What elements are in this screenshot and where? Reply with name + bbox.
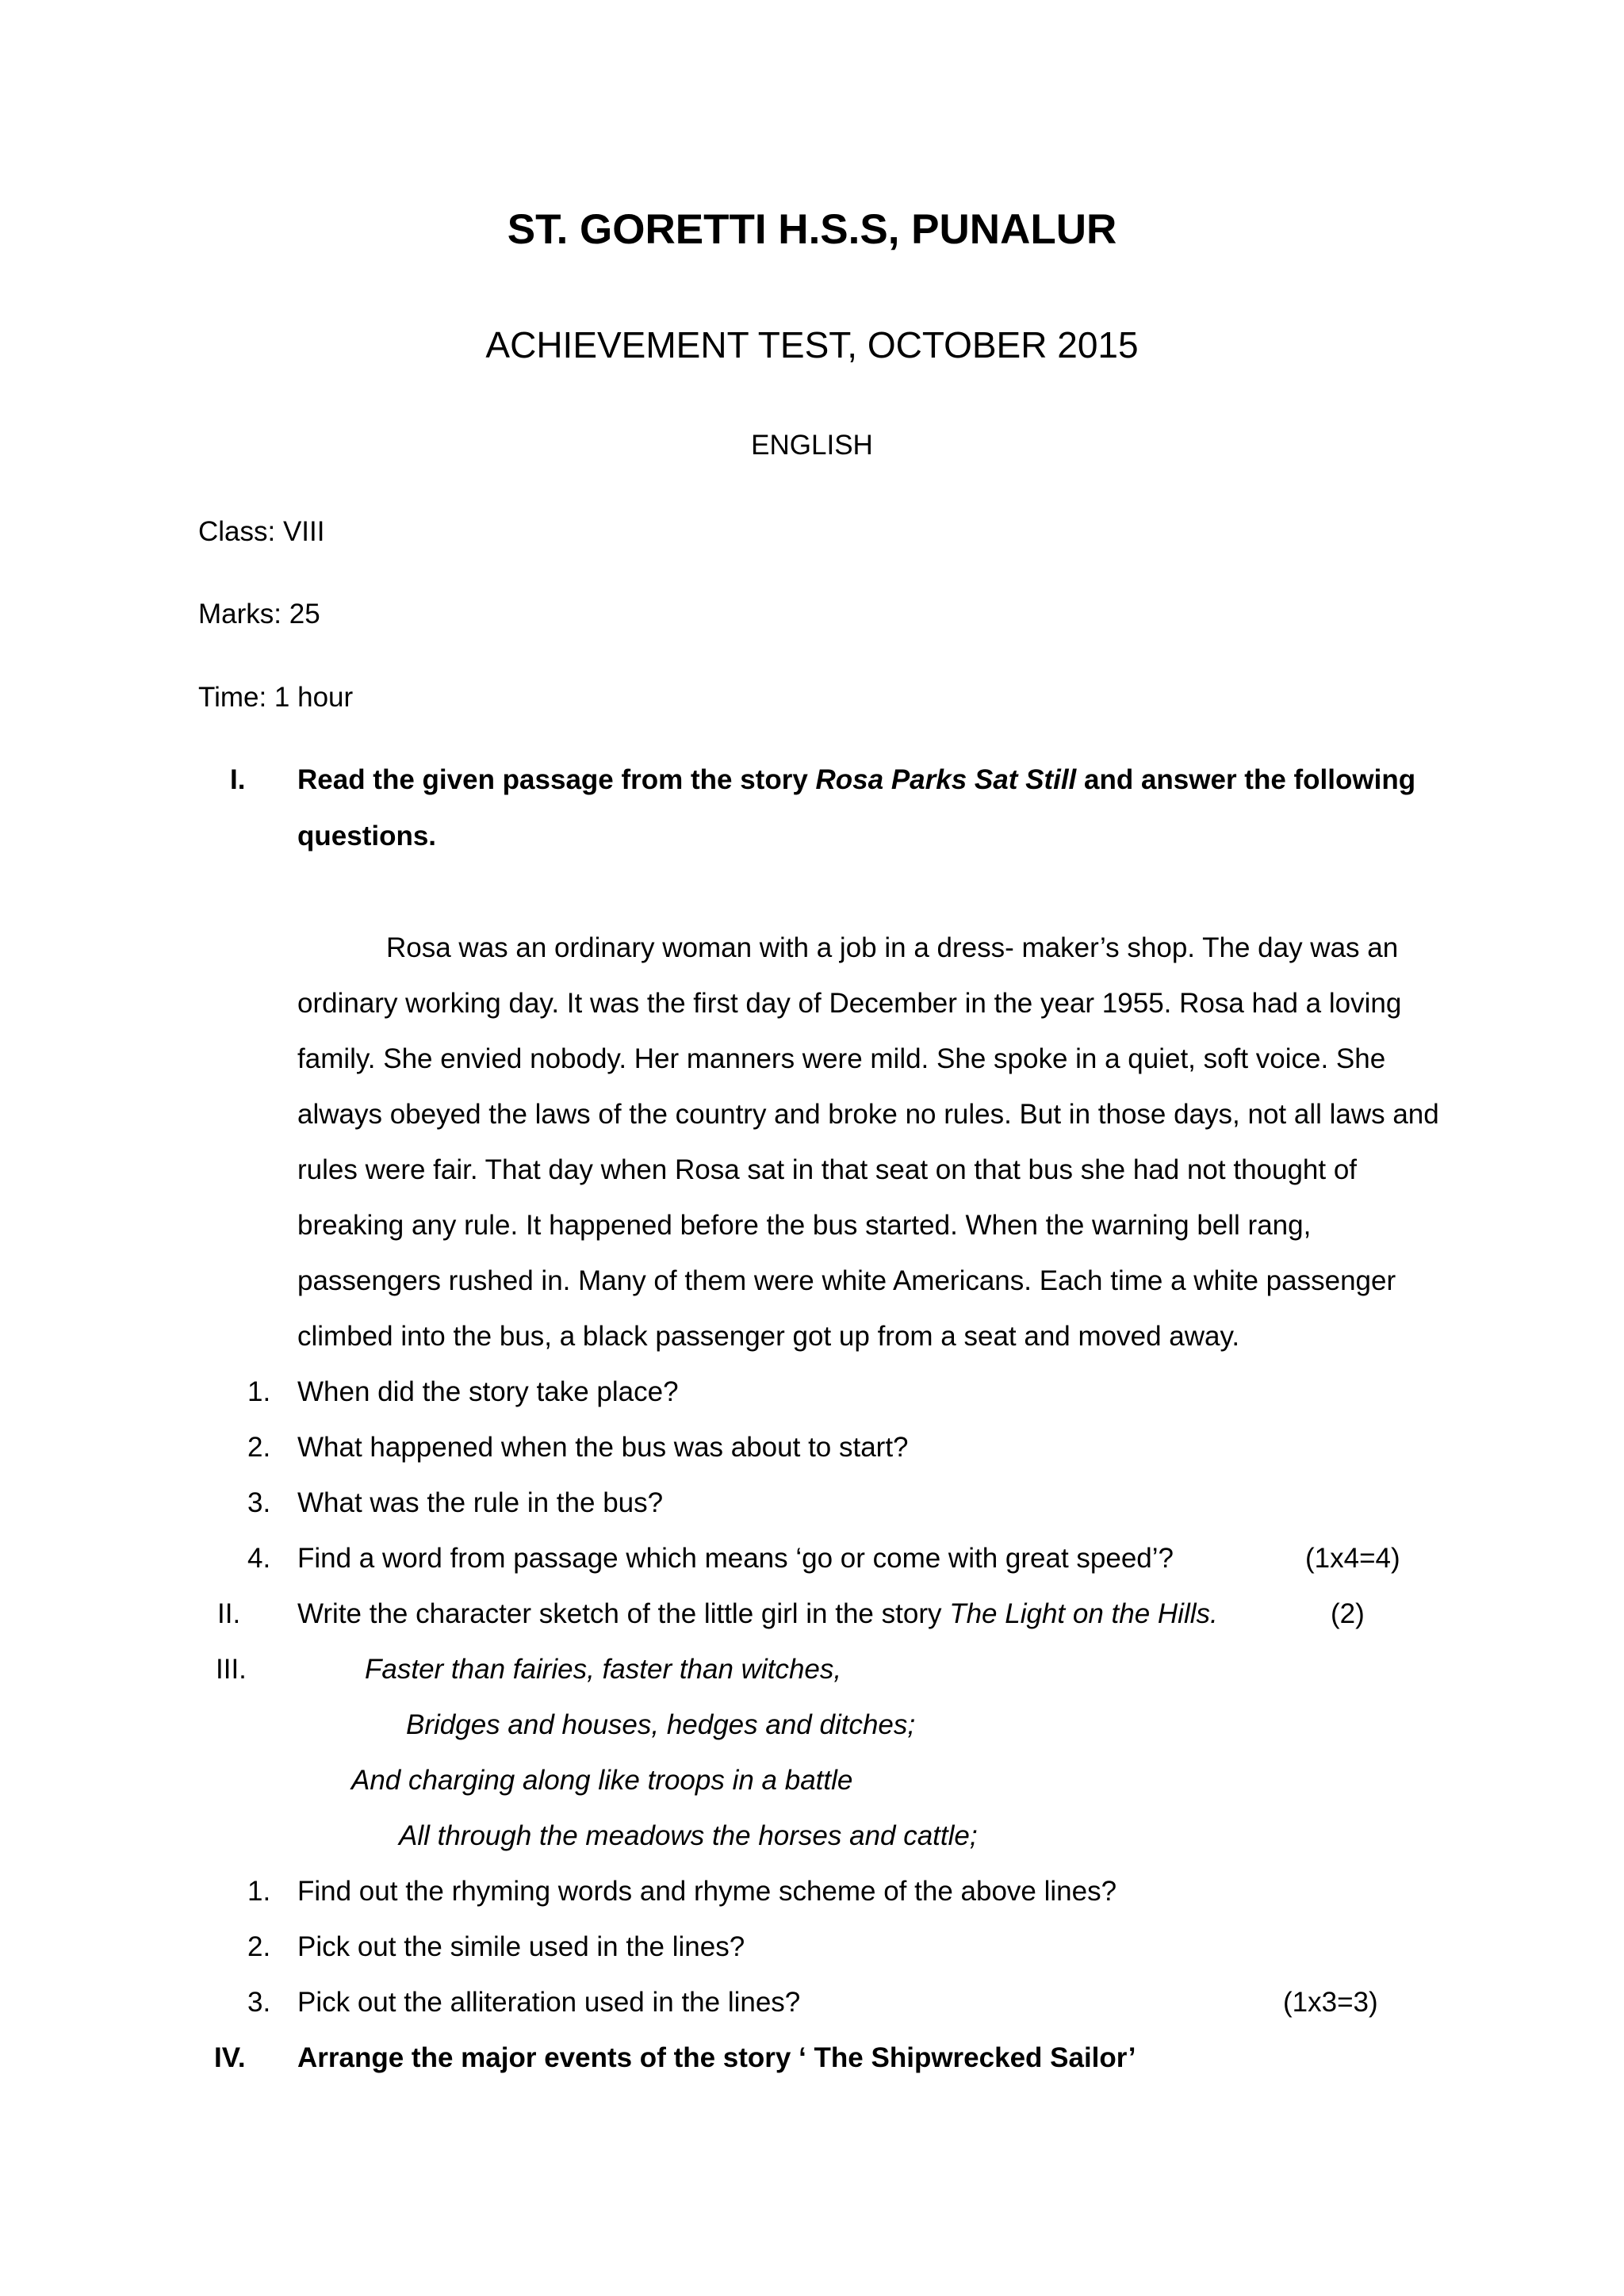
q3-sub-question: Pick out the simile used in the lines? — [297, 1931, 745, 1962]
subject-title: ENGLISH — [751, 430, 873, 461]
q1-sub-number: 3. — [247, 1487, 271, 1518]
school-name: ST. GORETTI H.S.S, PUNALUR — [507, 206, 1117, 253]
time-info: Time: 1 hour — [198, 682, 354, 713]
poem-line: All through the meadows the horses and cattle; — [399, 1820, 978, 1851]
exam-title: ACHIEVEMENT TEST, OCTOBER 2015 — [485, 324, 1139, 365]
q1-sub-number: 2. — [247, 1432, 271, 1463]
poem-line: Faster than fairies, faster than witches, — [365, 1654, 842, 1685]
q1-instruction: Read the given passage from the story Rosa Parks Sat Still and answer the following — [297, 764, 1416, 795]
q3-sub-question: Find out the rhyming words and rhyme scheme of the above lines? — [297, 1876, 1117, 1907]
q3-sub-question: Pick out the alliteration used in the lines? — [297, 1987, 801, 2018]
q2-question: Write the character sketch of the little girl in the story The Light on the Hills. — [297, 1598, 1218, 1629]
poem-line: And charging along like troops in a battle — [351, 1765, 853, 1796]
passage-line: breaking any rule. It happened before the bus started. When the warning bell rang, — [297, 1210, 1312, 1241]
q3-number: III. — [216, 1654, 247, 1685]
q1-sub-question: When did the story take place? — [297, 1376, 679, 1407]
q1-number: I. — [230, 764, 246, 795]
passage-line: always obeyed the laws of the country and broke no rules. But in those days, not all laws and — [297, 1099, 1439, 1130]
passage-line: ordinary working day. It was the first day of December in the year 1955. Rosa had a loving — [297, 988, 1402, 1019]
marks-info: Marks: 25 — [198, 599, 320, 629]
class-info: Class: VIII — [198, 516, 325, 547]
q1-sub-question: What happened when the bus was about to start? — [297, 1432, 909, 1463]
passage-line: Rosa was an ordinary woman with a job in a dress- maker’s shop. The day was an — [386, 932, 1399, 963]
q1-sub-question: Find a word from passage which means ‘go or come with great speed’? — [297, 1543, 1174, 1574]
q1-sub-question: What was the rule in the bus? — [297, 1487, 664, 1518]
q1-instruction-cont: questions. — [297, 821, 437, 851]
passage-line: rules were fair. That day when Rosa sat in that seat on that bus she had not thought of — [297, 1154, 1358, 1185]
q4-number: IV. — [214, 2042, 246, 2073]
q2-story-title: The Light on the Hills. — [949, 1598, 1218, 1629]
q1-sub-number: 1. — [247, 1376, 271, 1407]
q2-marks: (2) — [1331, 1598, 1365, 1629]
q1-story-title: Rosa Parks Sat Still — [815, 764, 1077, 795]
q1-sub-number: 4. — [247, 1543, 271, 1574]
q3-sub-number: 1. — [247, 1876, 271, 1907]
q3-sub-number: 3. — [247, 1987, 271, 2018]
q3-sub-number: 2. — [247, 1931, 271, 1962]
q1-marks: (1x4=4) — [1305, 1543, 1400, 1574]
q3-marks: (1x3=3) — [1283, 1987, 1378, 2018]
q4-question: Arrange the major events of the story ‘ The Shipwrecked Sailor’ — [297, 2042, 1136, 2073]
passage-line: climbed into the bus, a black passenger got up from a seat and moved away. — [297, 1321, 1240, 1352]
poem-line: Bridges and houses, hedges and ditches; — [406, 1709, 916, 1740]
passage-line: passengers rushed in. Many of them were white Americans. Each time a white passenger — [297, 1265, 1396, 1296]
q2-number: II. — [217, 1598, 241, 1629]
passage-line: family. She envied nobody. Her manners were mild. She spoke in a quiet, soft voice. She — [297, 1043, 1386, 1074]
